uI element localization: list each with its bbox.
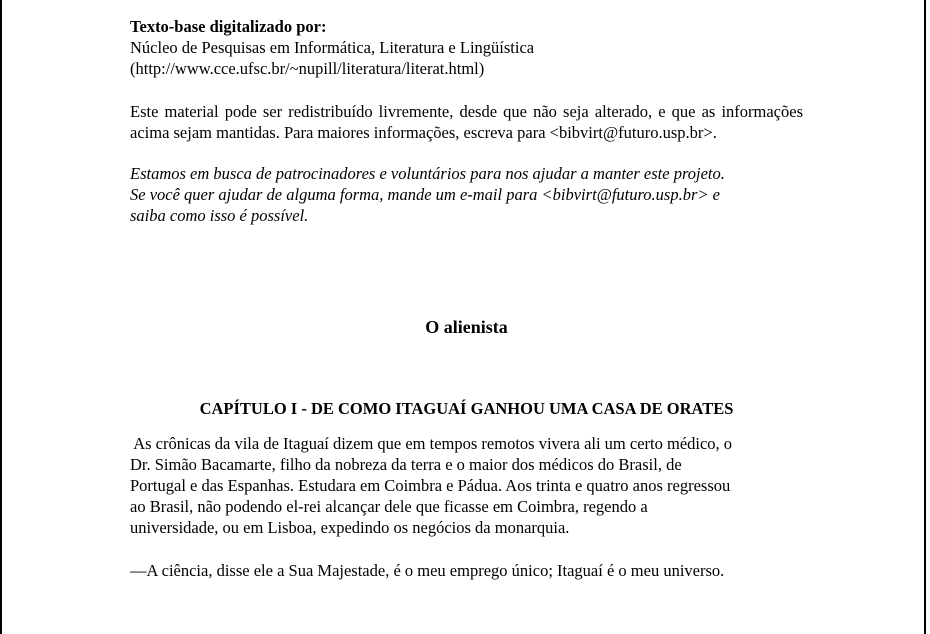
- document-page: [130, 0, 803, 581]
- chapter-title: CAPÍTULO I - DE COMO ITAGUAÍ GANHOU UMA CASA DE ORATES: [199, 399, 734, 418]
- paragraph-1-line-1: As crônicas da vila de Itaguaí dizem que em tempos remotos vivera ali um certo médico, o: [130, 434, 733, 453]
- paragraph-2: —A ciência, disse ele a Sua Majestade, é o meu emprego único; Itaguaí é o meu universo.: [130, 561, 725, 580]
- paragraph-1-line-3: Portugal e das Espanhas. Estudara em Coimbra e Pádua. Aos trinta e quatro anos regressou: [130, 476, 731, 495]
- volunteer-paragraph: [130, 163, 803, 226]
- credits-line-1: Núcleo de Pesquisas em Informática, Literatura e Lingüística: [130, 38, 535, 57]
- volunteer-line-3: saiba como isso é possível.: [130, 206, 309, 225]
- redistribution-paragraph: Este material pode ser redistribuído livremente, desde que não seja alterado, e que as informações acima sejam mantidas. Para maiores informações, escreva para <bibvirt@futuro.usp.br>.: [130, 102, 803, 142]
- credits-heading: Texto-base digitalizado por:: [130, 17, 327, 36]
- paragraph-1-line-5: universidade, ou em Lisboa, expedindo os negócios da monarquia.: [130, 518, 570, 537]
- credits-section: [130, 16, 803, 79]
- paragraph-1: [130, 433, 803, 538]
- credits-line-2: (http://www.cce.ufsc.br/~nupill/literatura/literat.html): [130, 59, 485, 78]
- paragraph-1-line-2: Dr. Simão Bacamarte, filho da nobreza da terra e o maior dos médicos do Brasil, de: [130, 455, 682, 474]
- volunteer-line-1: Estamos em busca de patrocinadores e voluntários para nos ajudar a manter este projeto.: [130, 164, 725, 183]
- paragraph-1-line-4: ao Brasil, não podendo el-rei alcançar dele que ficasse em Coimbra, regendo a: [130, 497, 648, 516]
- book-title: O alienista: [425, 317, 508, 337]
- volunteer-line-2: Se você quer ajudar de alguma forma, mande um e-mail para <bibvirt@futuro.usp.br> e: [130, 185, 720, 204]
